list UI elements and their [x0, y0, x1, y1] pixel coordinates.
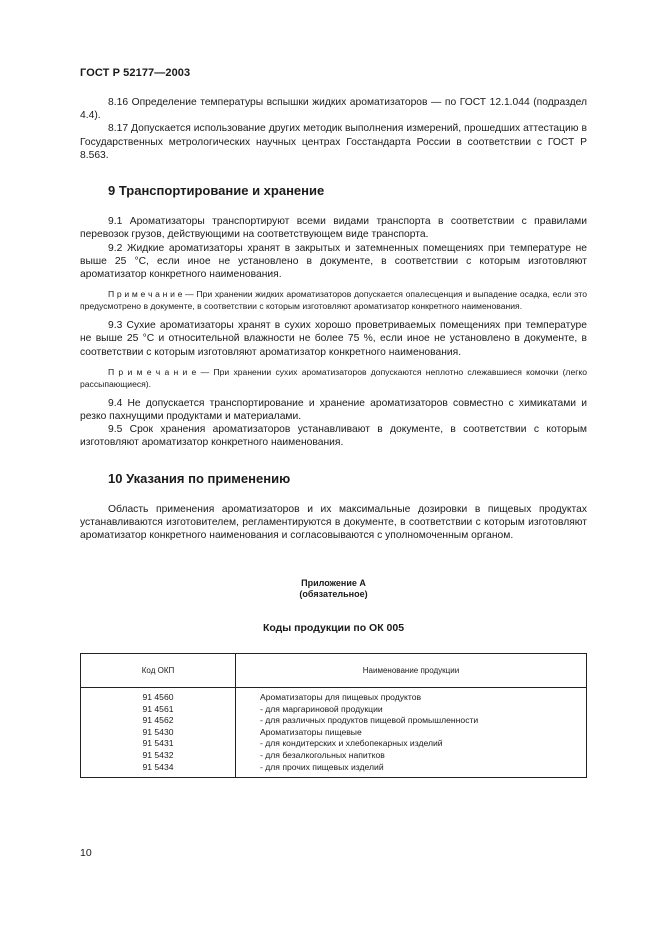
code-value: 91 4561 [142, 703, 174, 714]
paragraph-9-1: 9.1 Ароматизаторы транспортируют всеми видами транспорта в соответствии с правилами перевозок грузов, действующими на соответствующем виде транспорта. [80, 216, 587, 241]
product-name: Ароматизаторы для пищевых продуктов [260, 692, 422, 702]
codes-cell [81, 688, 236, 778]
note-9-2: П р и м е ч а н и е — При хранении жидких ароматизаторов допускается опалесценция и выпадение осадка, если это предусмотрено в документе, в соответствии с которым изготовляют ароматизатор конкретного наименования. [80, 289, 587, 312]
product-name: Ароматизаторы пищевые [260, 726, 362, 737]
code-value: 91 5431 [142, 738, 174, 749]
names-cell [236, 688, 587, 778]
product-name: - для маргариновой продукции [260, 703, 383, 714]
appendix-subtitle: (обязательное) [299, 589, 368, 600]
paragraph-9-2: 9.2 Жидкие ароматизаторы хранят в закрытых и затемненных помещениях при температуре не выше 25 °С, если иное не установлено в документе, в соответствии с которым изготовляют ароматизатор конкретного наименования. [80, 242, 587, 281]
paragraph-8-17: 8.17 Допускается использование других методик выполнения измерений, прошедших аттестацию в Государственных метрологических научных центрах Госстандарта России в соответствии с ГОСТ Р 8.563. [80, 123, 587, 161]
paragraph-8-16: 8.16 Определение температуры вспышки жидких ароматизаторов — по ГОСТ 12.1.044 (подраздел 4.4). [80, 97, 587, 122]
paragraph-10: Область применения ароматизаторов и их максимальные дозировки в пищевых продуктах устанавливаются изготовителем, регламентируются в документе, в соответствии с которым изготовляют ароматизатор конкретного наименования и согласовываются с уполномоченным органом. [80, 503, 587, 542]
code-value: 91 4560 [142, 692, 174, 702]
section-10-heading: 10 Указания по применению [108, 470, 291, 486]
paragraph-9-4: 9.4 Не допускается транспортирование и хранение ароматизаторов совместно с химикатами и резко пахнущими продуктами и материалами. [80, 397, 587, 423]
product-codes-table [80, 653, 587, 778]
code-value: 91 5434 [142, 761, 174, 772]
table-row [81, 688, 587, 778]
document-header: ГОСТ Р 52177—2003 [80, 67, 191, 79]
product-name: - для кондитерских и хлебопекарных изделий [260, 738, 443, 749]
paragraph-9-3: 9.3 Сухие ароматизаторы хранят в сухих хорошо проветриваемых помещениях при температуре не выше 25 °С и относительной влажности не более 75 %, если иное не установлено в документе, в соответствии с которым изготовляют ароматизатор конкретного наименования. [80, 320, 587, 358]
section-9-heading: 9 Транспортирование и хранение [108, 183, 325, 199]
page-number: 10 [80, 847, 92, 859]
paragraph-9-5: 9.5 Срок хранения ароматизаторов устанавливают в документе, в соответствии с которым изготовляют ароматизатор конкретного наименования. [80, 424, 587, 449]
product-name: - для прочих пищевых изделий [260, 761, 384, 772]
appendix-title: Приложение А [301, 578, 366, 589]
document-body [80, 96, 587, 636]
code-value: 91 4562 [142, 715, 174, 726]
table-title: Коды продукции по ОК 005 [262, 622, 405, 635]
note-9-3: П р и м е ч а н и е — При хранении сухих ароматизаторов допускаются неплотно слежавшиеся комочки (легко рассыпающиеся). [80, 366, 587, 389]
column-header-code: Код ОКП [81, 654, 236, 688]
product-name: - для безалкогольных напитков [260, 749, 385, 760]
product-name: - для различных продуктов пищевой промышленности [260, 715, 479, 726]
table-header-row [81, 654, 587, 688]
code-value: 91 5432 [142, 749, 174, 760]
code-value: 91 5430 [142, 726, 174, 737]
column-header-name: Наименование продукции [236, 654, 587, 688]
